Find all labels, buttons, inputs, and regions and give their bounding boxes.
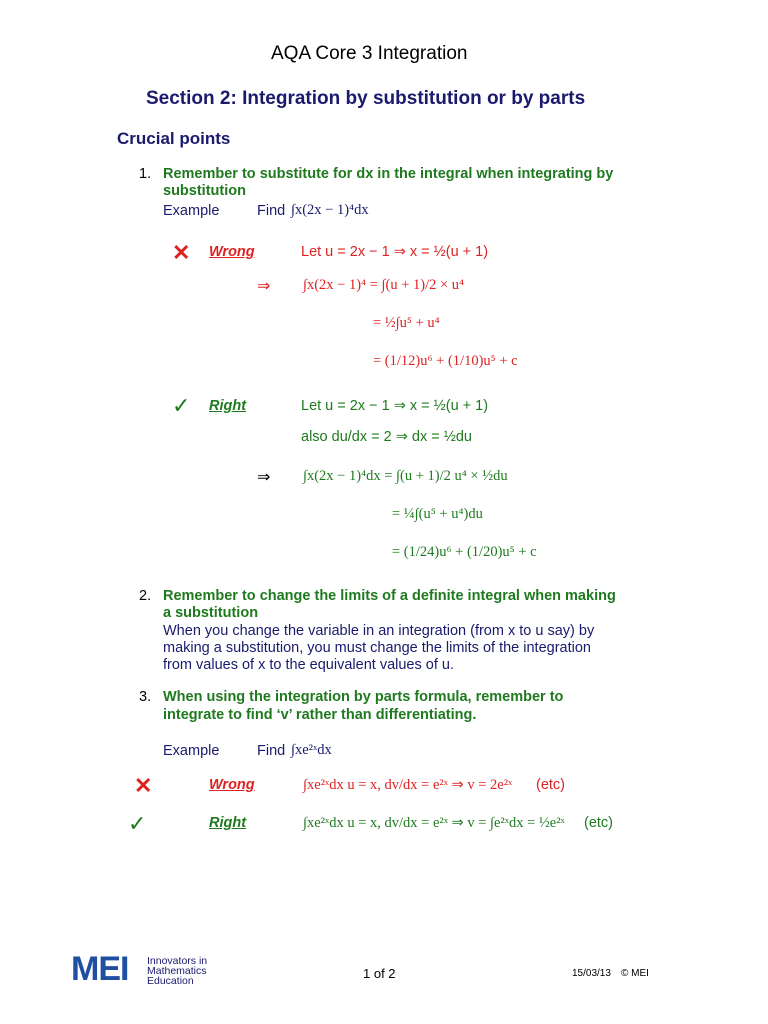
footer-copyright: © MEI	[621, 968, 649, 979]
cross-icon: ✕	[134, 773, 153, 798]
logo-text: Education	[147, 975, 194, 987]
find-expression: ∫x(2x − 1)⁴dx	[291, 202, 369, 218]
math-line: Let u = 2x − 1 ⇒ x = ½(u + 1)	[301, 244, 489, 260]
point-heading: Remember to substitute for dx in the integral when integrating by	[163, 166, 614, 182]
etc-text: (etc)	[584, 815, 613, 831]
wrong-label: Wrong	[209, 244, 255, 260]
subheading: Crucial points	[117, 129, 231, 148]
implies-arrow: ⇒	[257, 469, 271, 486]
math-line: = (1/24)u⁶ + (1/20)u⁵ + c	[392, 544, 537, 560]
point-heading: Remember to change the limits of a definite integral when making	[163, 588, 616, 604]
math-line: also du/dx = 2 ⇒ dx = ½du	[301, 429, 472, 445]
point-number: 1.	[139, 166, 152, 182]
point-number: 2.	[139, 588, 152, 604]
body-text: from values of x to the equivalent values of u.	[163, 657, 454, 673]
math-line: Let u = 2x − 1 ⇒ x = ½(u + 1)	[301, 398, 489, 414]
example-label: Example	[163, 203, 220, 219]
implies-arrow: ⇒	[257, 278, 271, 295]
etc-text: (etc)	[536, 777, 565, 793]
find-label: Find	[257, 203, 286, 219]
section-title: Section 2: Integration by substitution or by parts	[146, 88, 586, 109]
point-heading: a substitution	[163, 605, 259, 621]
body-text: making a substitution, you must change the limits of the integration	[163, 640, 591, 656]
right-label: Right	[209, 398, 247, 414]
math-line: ∫x(2x − 1)⁴dx = ∫(u + 1)/2 u⁴ × ½du	[303, 468, 508, 484]
footer-date: 15/03/13	[572, 968, 611, 979]
logo-text: Mathematics	[147, 965, 207, 977]
wrong-label: Wrong	[209, 777, 255, 793]
body-text: When you change the variable in an integration (from x to u say) by	[163, 623, 595, 639]
find-expression: ∫xe²ˣdx	[291, 742, 332, 758]
right-label: Right	[209, 815, 247, 831]
math-line: ∫xe²ˣdx u = x, dv/dx = e²ˣ ⇒ v = 2e²ˣ	[303, 777, 513, 793]
point-heading: integrate to find ‘v’ rather than differentiating.	[163, 707, 477, 723]
point-heading: When using the integration by parts formula, remember to	[163, 689, 564, 705]
find-label: Find	[257, 743, 286, 759]
math-line: = ½∫u⁵ + u⁴	[373, 315, 440, 331]
example-label: Example	[163, 743, 220, 759]
tick-icon: ✓	[172, 393, 191, 418]
math-line: = (1/12)u⁶ + (1/10)u⁵ + c	[373, 353, 518, 369]
point-heading: substitution	[163, 183, 246, 199]
page-number: 1 of 2	[363, 966, 396, 981]
math-line: ∫x(2x − 1)⁴ = ∫(u + 1)/2 × u⁴	[303, 277, 465, 293]
point-number: 3.	[139, 689, 152, 705]
tick-icon: ✓	[128, 811, 147, 836]
logo-text: Innovators in	[147, 955, 208, 967]
math-line: ∫xe²ˣdx u = x, dv/dx = e²ˣ ⇒ v = ∫e²ˣdx = ½e²ˣ	[303, 815, 565, 831]
page-title: AQA Core 3 Integration	[271, 43, 468, 64]
cross-icon: ✕	[172, 240, 191, 265]
mei-logo: MEI	[71, 950, 129, 988]
math-line: = ¼∫(u⁵ + u⁴)du	[392, 506, 483, 522]
